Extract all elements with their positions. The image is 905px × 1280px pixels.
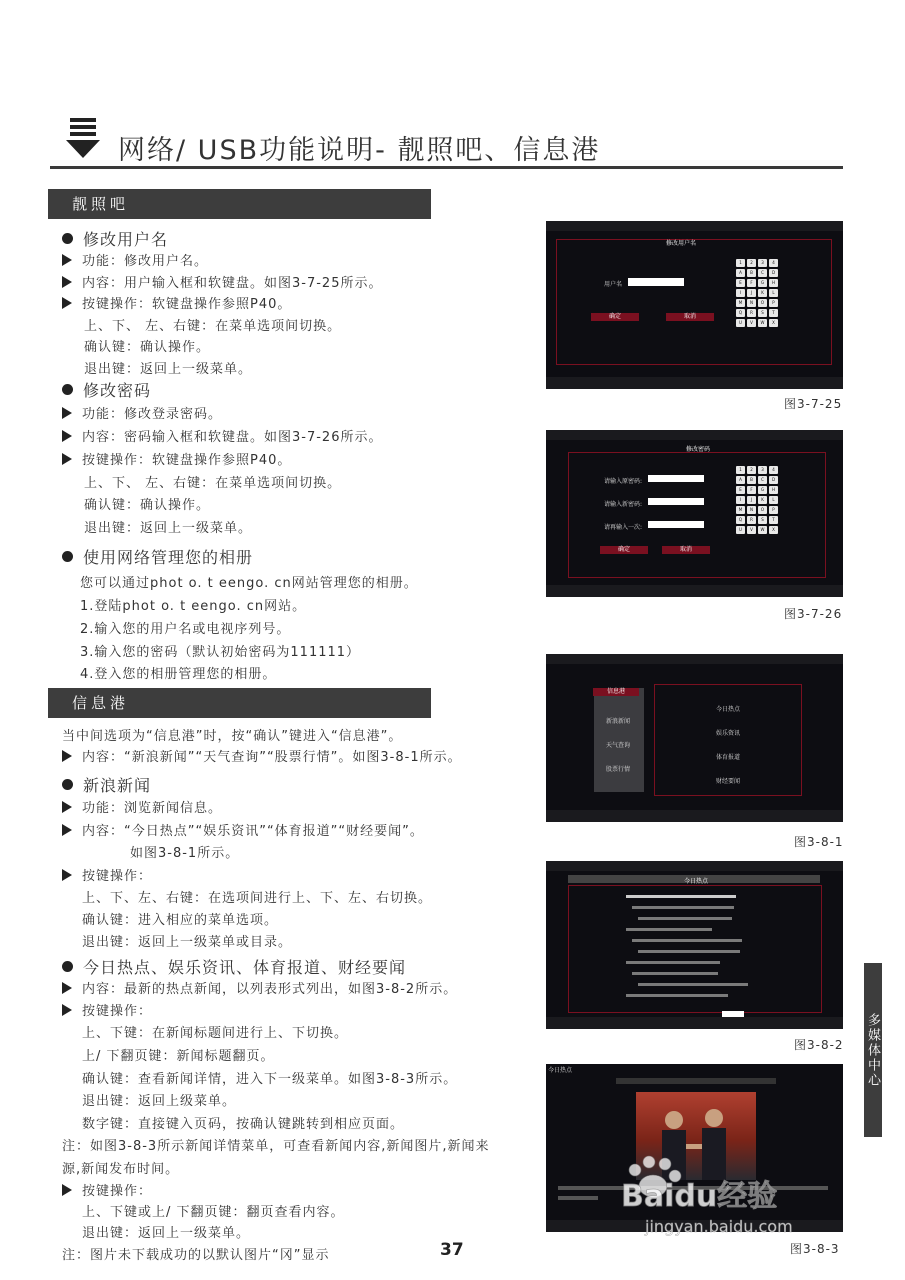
keyboard-key: R <box>747 309 756 317</box>
section2-item-8 <box>82 909 278 928</box>
keyboard-key: D <box>769 269 778 277</box>
section2-item-17 <box>82 1113 404 1132</box>
keyboard-key: G <box>758 486 767 494</box>
keyboard-key: S <box>758 516 767 524</box>
fig4-headline-bar <box>638 983 748 986</box>
section1-item-10 <box>62 449 291 468</box>
keyboard-key: H <box>769 279 778 287</box>
section2-item-0 <box>62 725 402 744</box>
fig1-cancel-button: 取消 <box>666 313 714 321</box>
item-text: 内容：用户输入框和软键盘。如图3-7-25所示。 <box>82 276 383 291</box>
item-text: 确认键：查看新闻详情，进入下一级菜单。如图3-8-3所示。 <box>82 1072 458 1087</box>
item-text: 按键操作：软键盘操作参照P40。 <box>82 297 292 312</box>
fig2-footer <box>546 585 843 597</box>
keyboard-key: D <box>769 476 778 484</box>
keyboard-key: O <box>758 299 767 307</box>
section2-item-19 <box>62 1158 179 1177</box>
section2-item-6 <box>62 865 152 884</box>
keyboard-key: X <box>769 319 778 327</box>
keyboard-key: 3 <box>758 259 767 267</box>
bullet-arrow-icon <box>62 297 72 309</box>
figure-3-7-25 <box>546 221 843 389</box>
section2-item-2 <box>62 773 151 796</box>
keyboard-key: J <box>747 289 756 297</box>
fig5-text-line-2 <box>558 1196 598 1200</box>
keyboard-key: M <box>736 299 745 307</box>
caption-3-8-1: 图3-8-1 <box>794 835 844 849</box>
keyboard-key: U <box>736 319 745 327</box>
bullet-arrow-icon <box>62 407 72 419</box>
section1-item-9 <box>62 426 382 445</box>
item-text: 确认键：确认操作。 <box>84 498 211 513</box>
keyboard-key: G <box>758 279 767 287</box>
keyboard-key: P <box>769 299 778 307</box>
keyboard-key: J <box>747 496 756 504</box>
item-text: 源,新闻发布时间。 <box>62 1162 180 1177</box>
bullet-dot-icon <box>62 961 73 972</box>
figure-3-7-26 <box>546 430 843 597</box>
item-text: 按键操作：软键盘操作参照P40。 <box>82 453 292 468</box>
section1-item-5 <box>84 336 210 355</box>
section2-item-9 <box>82 931 292 950</box>
section2-item-21 <box>82 1201 345 1220</box>
item-text: 退出键：返回上一级菜单或目录。 <box>82 935 293 950</box>
section2-item-15 <box>82 1068 457 1087</box>
keyboard-key: 1 <box>736 466 745 474</box>
fig3-sub-0: 今日热点 <box>716 706 741 713</box>
bullet-arrow-icon <box>62 453 72 465</box>
keyboard-key: N <box>747 506 756 514</box>
section2-item-23 <box>62 1244 329 1263</box>
fig3-sub-2: 体育报道 <box>716 754 741 761</box>
item-text: 退出键：返回上一级菜单。 <box>84 521 253 536</box>
bullet-arrow-icon <box>62 1004 72 1016</box>
download-arrow-icon <box>66 118 100 160</box>
item-text: 按键操作： <box>82 1004 153 1019</box>
keyboard-key: O <box>758 506 767 514</box>
keyboard-key: F <box>747 486 756 494</box>
bullet-arrow-icon <box>62 824 72 836</box>
section1-item-8 <box>62 403 222 422</box>
keyboard-key: H <box>769 486 778 494</box>
fig3-menu-3: 股票行情 <box>606 766 631 773</box>
fig5-label: 今日热点 <box>548 1067 573 1074</box>
baidu-watermark-logo <box>615 1148 845 1238</box>
item-text: 内容：密码输入框和软键盘。如图3-7-26所示。 <box>82 430 383 445</box>
section2-item-5 <box>130 842 239 861</box>
section2-item-12 <box>62 1000 152 1019</box>
keyboard-key: 4 <box>769 466 778 474</box>
section1-item-11 <box>84 472 341 491</box>
bullet-arrow-icon <box>62 1184 72 1196</box>
item-text: 上、下键或上/ 下翻页键：翻页查看内容。 <box>82 1205 345 1220</box>
item-text: 修改密码 <box>83 381 152 400</box>
fig4-headline-bar <box>638 950 740 953</box>
bullet-arrow-icon <box>62 430 72 442</box>
keyboard-key: F <box>747 279 756 287</box>
fig2-confirm-input <box>648 521 704 528</box>
bullet-dot-icon <box>62 233 73 244</box>
keyboard-key: V <box>747 319 756 327</box>
fig4-headline-bar <box>626 961 720 964</box>
item-text: 注：如图3-8-3所示新闻详情菜单，可查看新闻内容,新闻图片,新闻来 <box>62 1139 490 1154</box>
watermark-url: jingyan.baidu.com <box>645 1217 793 1236</box>
fig2-old-input <box>648 475 704 482</box>
keyboard-key: Q <box>736 309 745 317</box>
item-text: 内容：最新的热点新闻，以列表形式列出，如图3-8-2所示。 <box>82 982 458 997</box>
keyboard-key: W <box>758 526 767 534</box>
fig2-label-new: 请输入新密码: <box>604 501 643 508</box>
section1-item-1 <box>62 250 208 269</box>
keyboard-key: 4 <box>769 259 778 267</box>
bullet-arrow-icon <box>62 982 72 994</box>
fig2-label-old: 请输入原密码: <box>604 478 643 485</box>
caption-3-7-25: 图3-7-25 <box>784 397 843 411</box>
item-text: 按键操作： <box>82 1184 153 1199</box>
figure-3-8-1 <box>546 654 843 822</box>
section1-item-4 <box>84 315 341 334</box>
keyboard-key: 2 <box>747 259 756 267</box>
section1-item-18 <box>80 641 360 660</box>
keyboard-key: M <box>736 506 745 514</box>
fig3-sub-3: 财经要闻 <box>716 778 741 785</box>
keyboard-key: K <box>758 496 767 504</box>
section2-item-4 <box>62 820 424 839</box>
page-title: 网络/ USB功能说明- 靓照吧、信息港 <box>118 135 601 166</box>
item-text: 新浪新闻 <box>83 776 152 795</box>
fig4-headline-bar <box>632 939 742 942</box>
fig1-footer <box>546 377 843 389</box>
fig3-menu-1: 新浪新闻 <box>606 718 631 725</box>
section-bar-photo: 靓照吧 <box>48 189 431 219</box>
section2-item-3 <box>62 797 222 816</box>
keyboard-key: Q <box>736 516 745 524</box>
section1-item-15 <box>80 572 418 591</box>
section2-item-22 <box>82 1222 250 1241</box>
fig1-username-input <box>628 278 684 286</box>
section-bar-info-port: 信息港 <box>48 688 431 718</box>
keyboard-key: 3 <box>758 466 767 474</box>
fig2-ok-button: 确定 <box>600 546 648 554</box>
keyboard-key: P <box>769 506 778 514</box>
keyboard-key: V <box>747 526 756 534</box>
fig4-headline-bar <box>626 895 736 898</box>
section2-item-18 <box>62 1135 489 1154</box>
item-text: 如图3-8-1所示。 <box>130 846 240 861</box>
fig3-sub-1: 娱乐资讯 <box>716 730 741 737</box>
section1-item-2 <box>62 272 382 291</box>
item-text: 2.输入您的用户名或电视序列号。 <box>80 622 291 637</box>
fig4-headline-bar <box>626 928 712 931</box>
keyboard-key: C <box>758 269 767 277</box>
keyboard-key: C <box>758 476 767 484</box>
header-rule <box>50 166 843 169</box>
item-text: 1.登陆phot o. t eengo. cn网站。 <box>80 599 307 614</box>
section1-item-16 <box>80 595 306 614</box>
section1-item-0 <box>62 227 168 250</box>
keyboard-key: W <box>758 319 767 327</box>
fig1-ok-button: 确定 <box>591 313 639 321</box>
keyboard-key: X <box>769 526 778 534</box>
item-text: 上、下、 左、右键：在菜单选项间切换。 <box>84 476 342 491</box>
fig4-headline-bar <box>632 906 734 909</box>
keyboard-key: E <box>736 279 745 287</box>
keyboard-key: B <box>747 269 756 277</box>
item-text: 3.输入您的密码（默认初始密码为111111） <box>80 645 361 660</box>
section1-item-17 <box>80 618 290 637</box>
fig3-menu-2: 天气查询 <box>606 742 631 749</box>
section1-item-6 <box>84 358 252 377</box>
item-text: 上、下、左、右键：在选项间进行上、下、左、右切换。 <box>82 891 433 906</box>
bullet-dot-icon <box>62 384 73 395</box>
item-text: 按键操作： <box>82 869 153 884</box>
fig2-new-input <box>648 498 704 505</box>
side-chapter-tab: 多媒体中心 <box>864 963 882 1137</box>
section1-item-14 <box>62 545 253 568</box>
keyboard-key: U <box>736 526 745 534</box>
page-number: 37 <box>440 1240 464 1260</box>
item-text: 确认键：进入相应的菜单选项。 <box>82 913 279 928</box>
fig1-soft-keyboard <box>736 259 778 327</box>
section1-item-19 <box>80 663 276 682</box>
item-text: 内容：“今日热点”“娱乐资讯”“体育报道”“财经要闻”。 <box>82 824 424 839</box>
item-text: 4.登入您的相册管理您的相册。 <box>80 667 277 682</box>
keyboard-key: 2 <box>747 466 756 474</box>
keyboard-key: S <box>758 309 767 317</box>
keyboard-key: A <box>736 269 745 277</box>
keyboard-key: L <box>769 496 778 504</box>
item-text: 确认键：确认操作。 <box>84 340 211 355</box>
fig2-title: 修改密码 <box>686 446 711 453</box>
item-text: 数字键：直接键入页码，按确认键跳转到相应页面。 <box>82 1117 405 1132</box>
caption-3-8-2: 图3-8-2 <box>794 1038 844 1052</box>
fig4-headline-bar <box>626 994 728 997</box>
bullet-arrow-icon <box>62 801 72 813</box>
bullet-arrow-icon <box>62 276 72 288</box>
keyboard-key: B <box>747 476 756 484</box>
caption-3-7-26: 图3-7-26 <box>784 607 843 621</box>
fig1-title: 修改用户名 <box>666 240 697 247</box>
fig4-title: 今日热点 <box>684 878 709 885</box>
fig2-label-confirm: 请再输入一次: <box>604 524 643 531</box>
section2-item-16 <box>82 1090 236 1109</box>
section1-item-13 <box>84 517 252 536</box>
keyboard-key: T <box>769 309 778 317</box>
item-text: 退出键：返回上一级菜单。 <box>84 362 253 377</box>
section2-item-20 <box>62 1180 152 1199</box>
fig2-cancel-button: 取消 <box>662 546 710 554</box>
fig4-footer <box>546 1017 843 1029</box>
keyboard-key: T <box>769 516 778 524</box>
item-text: 修改用户名 <box>83 230 169 249</box>
keyboard-key: N <box>747 299 756 307</box>
watermark-brand: Baidu经验 <box>621 1179 778 1214</box>
item-text: 上、下、 左、右键：在菜单选项间切换。 <box>84 319 342 334</box>
bullet-arrow-icon <box>62 750 72 762</box>
item-text: 使用网络管理您的相册 <box>83 548 254 567</box>
section2-item-7 <box>82 887 432 906</box>
fig3-footer <box>546 810 843 822</box>
section1-item-7 <box>62 378 151 401</box>
figure-3-8-2 <box>546 861 843 1029</box>
item-text: 退出键：返回上级菜单。 <box>82 1094 237 1109</box>
item-text: 退出键：返回上一级菜单。 <box>82 1226 251 1241</box>
item-text: 当中间选项为“信息港”时，按“确认”键进入“信息港”。 <box>62 729 403 744</box>
fig3-menu-active: 信息港 <box>593 688 639 696</box>
keyboard-key: K <box>758 289 767 297</box>
caption-3-8-3: 图3-8-3 <box>790 1242 840 1256</box>
keyboard-key: 1 <box>736 259 745 267</box>
section2-item-14 <box>82 1045 275 1064</box>
section1-item-3 <box>62 293 291 312</box>
keyboard-key: A <box>736 476 745 484</box>
bullet-arrow-icon <box>62 254 72 266</box>
keyboard-key: I <box>736 289 745 297</box>
fig4-headline-bar <box>638 917 732 920</box>
fig4-headline-bar <box>632 972 718 975</box>
keyboard-key: R <box>747 516 756 524</box>
item-text: 功能：修改登录密码。 <box>82 407 223 422</box>
bullet-arrow-icon <box>62 869 72 881</box>
keyboard-key: E <box>736 486 745 494</box>
bullet-dot-icon <box>62 779 73 790</box>
item-text: 功能：修改用户名。 <box>82 254 209 269</box>
fig5-headline-bar <box>616 1078 776 1084</box>
item-text: 今日热点、娱乐资讯、体育报道、财经要闻 <box>83 958 407 977</box>
keyboard-key: I <box>736 496 745 504</box>
item-text: 功能：浏览新闻信息。 <box>82 801 223 816</box>
item-text: 注：图片未下载成功的以默认图片“冈”显示 <box>62 1248 330 1263</box>
bullet-dot-icon <box>62 551 73 562</box>
section2-item-10 <box>62 955 406 978</box>
item-text: 上/ 下翻页键：新闻标题翻页。 <box>82 1049 275 1064</box>
item-text: 您可以通过phot o. t eengo. cn网站管理您的相册。 <box>80 576 418 591</box>
section2-item-13 <box>82 1022 348 1041</box>
section2-item-1 <box>62 746 462 765</box>
section1-item-12 <box>84 494 210 513</box>
item-text: 内容：“新浪新闻”“天气查询”“股票行情”。如图3-8-1所示。 <box>82 750 462 765</box>
fig2-soft-keyboard <box>736 466 778 534</box>
item-text: 上、下键：在新闻标题间进行上、下切换。 <box>82 1026 349 1041</box>
section2-item-11 <box>62 978 457 997</box>
keyboard-key: L <box>769 289 778 297</box>
fig1-field-label: 用户名 <box>604 281 623 288</box>
